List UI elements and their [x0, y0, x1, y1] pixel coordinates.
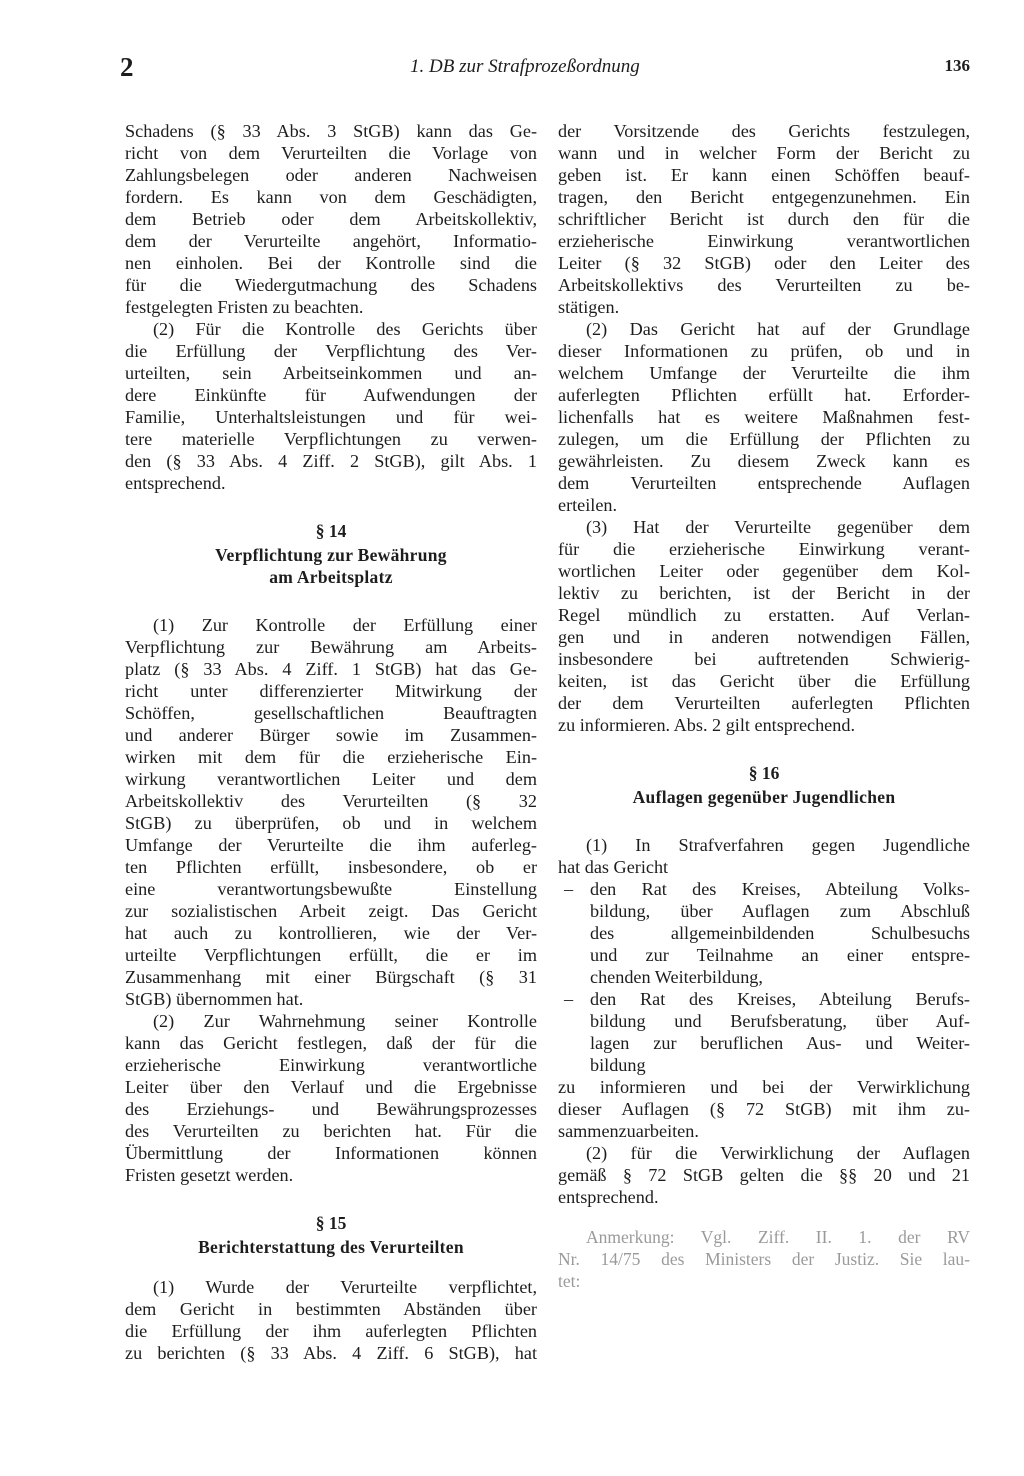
text-line: kann das Gericht festlegen, daß der für die	[125, 1033, 537, 1053]
text-line: den (§ 33 Abs. 4 Ziff. 2 StGB), gilt Abs. 1	[125, 451, 537, 471]
text-line: auferlegten Pflichten erfüllt hat. Erforder-	[558, 385, 970, 405]
text-line: Fristen gesetzt werden.	[125, 1165, 294, 1185]
section-title: Berichterstattung des Verurteilten	[198, 1237, 464, 1257]
text-line: Anmerkung: Vgl. Ziff. II. 1. der RV	[586, 1227, 970, 1247]
text-line: insbesondere bei auftretenden Schwierig-	[558, 649, 970, 669]
text-line: (2) Für die Kontrolle des Gerichts über	[153, 319, 537, 339]
editorial-note	[558, 1226, 970, 1292]
paragraph-15-1-continued	[558, 120, 970, 318]
text-line: zu berichten (§ 33 Abs. 4 Ziff. 6 StGB), hat	[125, 1343, 537, 1363]
text-line: (1) Zur Kontrolle der Erfüllung einer	[153, 615, 537, 635]
text-line: (1) In Strafverfahren gegen Jugendliche	[586, 835, 970, 855]
paragraph-16-1	[558, 834, 970, 878]
text-line: Zusammenhang mit einer Bürgschaft (§ 31	[125, 967, 537, 987]
text-line: Umfange der Verurteilte die ihm auferleg-	[125, 835, 537, 855]
text-line: zu informieren. Abs. 2 gilt entsprechend.	[558, 715, 855, 735]
text-line: (2) Zur Wahrnehmung seiner Kontrolle	[153, 1011, 537, 1031]
paragraph-15-3	[558, 516, 970, 736]
paragraph-16-1-end	[558, 1076, 970, 1142]
section-symbol: § 14	[315, 521, 347, 541]
paragraph-13-continued	[125, 120, 537, 318]
text-line: Verpflichtung zur Bewährung am Arbeits-	[125, 637, 537, 657]
text-line: dem Betrieb oder dem Arbeitskollektiv,	[125, 209, 537, 229]
left-column	[125, 120, 537, 1364]
text-line: erteilen.	[558, 495, 618, 515]
text-line: stätigen.	[558, 297, 620, 317]
dash-list-item	[558, 988, 970, 1076]
paragraph-13-2	[125, 318, 537, 494]
text-line: dere Einkünfte für Aufwendungen der	[125, 385, 537, 405]
text-line: dem Gericht in bestimmten Abständen über	[125, 1299, 537, 1319]
text-line: sammenzuarbeiten.	[558, 1121, 699, 1141]
text-line: der Vorsitzende des Gerichts festzulegen,	[558, 121, 970, 141]
text-line: richt von dem Verurteilten die Vorlage von	[125, 143, 537, 163]
text-line: ten Pflichten erfüllt, insbesondere, ob er	[125, 857, 537, 877]
text-line: wirken mit dem für die erzieherische Ein-	[125, 747, 537, 767]
text-line: festgelegten Fristen zu beachten.	[125, 297, 364, 317]
text-line: tet:	[558, 1271, 581, 1291]
text-line: wortlichen Leiter oder gegenüber dem Kol-	[558, 561, 970, 581]
text-line: richt unter differenzierter Mitwirkung der	[125, 681, 537, 701]
text-line: StGB) zu überprüfen, ob und in welchem	[125, 813, 537, 833]
text-line: dem der Verurteilte angehört, Informatio-	[125, 231, 537, 251]
section-number: 2	[120, 52, 134, 82]
text-line: bildung und Berufsberatung, über Auf-	[590, 1011, 970, 1031]
paragraph-14-1	[125, 614, 537, 1010]
text-line: nen einholen. Bei der Kontrolle sind die	[125, 253, 537, 273]
text-line: Zahlungsbelegen oder anderen Nachweisen	[125, 165, 537, 185]
right-column	[558, 120, 970, 1292]
text-line: (3) Hat der Verurteilte gegenüber dem	[586, 517, 970, 537]
text-line: tere materielle Verpflichtungen zu verwen-	[125, 429, 537, 449]
text-line: bildung, über Auflagen zum Abschluß	[590, 901, 970, 921]
text-line: StGB) übernommen hat.	[125, 989, 304, 1009]
text-line: chenden Weiterbildung,	[590, 967, 763, 987]
section-title: Auflagen gegenüber Jugendlichen	[632, 787, 896, 807]
text-line: gewährleisten. Zu diesem Zweck kann es	[558, 451, 970, 471]
text-line: hat das Gericht	[558, 857, 669, 877]
text-line: Leiter über den Verlauf und die Ergebnisse	[125, 1077, 537, 1097]
text-line: Schöffen, gesellschaftlichen Beauftragten	[125, 703, 537, 723]
text-line: fordern. Es kann von dem Geschädigten,	[125, 187, 537, 207]
text-line: Schadens (§ 33 Abs. 3 StGB) kann das Ge-	[125, 121, 537, 141]
text-line: Übermittlung der Informationen können	[125, 1143, 537, 1163]
text-line: Leiter (§ 32 StGB) oder den Leiter des	[558, 253, 970, 273]
section-14-heading	[125, 520, 537, 588]
text-line: urteilten, sein Arbeitseinkommen und an-	[125, 363, 537, 383]
section-symbol: § 16	[748, 763, 780, 783]
paragraph-14-2	[125, 1010, 537, 1186]
text-line: lagen zur beruflichen Aus- und Weiter-	[590, 1033, 970, 1053]
section-title: am Arbeitsplatz	[269, 567, 393, 587]
text-line: des Verurteilten zu berichten hat. Für die	[125, 1121, 537, 1141]
text-line: tragen, den Bericht entgegenzunehmen. Ein	[558, 187, 970, 207]
text-line: lektiv zu berichten, ist der Bericht in der	[558, 583, 970, 603]
section-16-heading	[558, 762, 970, 808]
text-line: des Erziehungs- und Bewährungsprozesses	[125, 1099, 537, 1119]
text-line: bildung	[590, 1055, 646, 1075]
page-header	[120, 52, 970, 84]
text-line: gemäß § 72 StGB gelten die §§ 20 und 21	[558, 1165, 970, 1185]
text-line: gen und in anderen notwendigen Fällen,	[558, 627, 970, 647]
text-line: erzieherische Einwirkung verantwortliche	[125, 1055, 537, 1075]
text-line: dieser Informationen zu prüfen, ob und in	[558, 341, 970, 361]
text-line: zulegen, um die Erfüllung der Pflichten zu	[558, 429, 970, 449]
paragraph-15-2	[558, 318, 970, 516]
text-line: erzieherische Einwirkung verantwortlichen	[558, 231, 970, 251]
text-line: – den Rat des Kreises, Abteilung Volks-	[558, 878, 970, 900]
text-line: geben ist. Er kann einen Schöffen beauf-	[558, 165, 970, 185]
text-line: hat auch zu kontrollieren, wie der Ver-	[125, 923, 537, 943]
text-line: (2) Das Gericht hat auf der Grundlage	[586, 319, 970, 339]
text-line: (1) Wurde der Verurteilte verpflichtet,	[153, 1277, 537, 1297]
section-symbol: § 15	[315, 1213, 347, 1233]
text-line: Arbeitskollektivs des Verurteilten zu be-	[558, 275, 970, 295]
text-line: zu informieren und bei der Verwirklichung	[558, 1077, 970, 1097]
text-line: wirkung verantwortlichen Leiter und dem	[125, 769, 537, 789]
text-line: – den Rat des Kreises, Abteilung Berufs-	[558, 988, 970, 1010]
text-line: Familie, Unterhaltsleistungen und für wei-	[125, 407, 537, 427]
text-line: keiten, ist das Gericht über die Erfüllung	[558, 671, 970, 691]
text-line: Regel mündlich zu erstatten. Auf Verlan-	[558, 605, 970, 625]
text-line: die Erfüllung der ihm auferlegten Pflichten	[125, 1321, 537, 1341]
text-line: welchem Umfange der Verurteilte die ihm	[558, 363, 970, 383]
text-line: wann und in welcher Form der Bericht zu	[558, 143, 970, 163]
text-line: platz (§ 33 Abs. 4 Ziff. 1 StGB) hat das Ge-	[125, 659, 537, 679]
page-number: 136	[944, 56, 970, 75]
text-line: zur sozialistischen Arbeit zeigt. Das Gericht	[125, 901, 537, 921]
text-line: urteilte Verpflichtungen erfüllt, die er im	[125, 945, 537, 965]
text-line: des allgemeinbildenden Schulbesuchs	[590, 923, 970, 943]
section-15-heading	[125, 1212, 537, 1258]
text-line: Arbeitskollektiv des Verurteilten (§ 32	[125, 791, 537, 811]
dash-list-item	[558, 878, 970, 988]
text-line: entsprechend.	[558, 1187, 659, 1207]
text-line: eine verantwortungsbewußte Einstellung	[125, 879, 537, 899]
text-line: lichenfalls hat es weitere Maßnahmen fest-	[558, 407, 970, 427]
text-line: dieser Auflagen (§ 72 StGB) mit ihm zu-	[558, 1099, 970, 1119]
text-line: schriftlicher Bericht ist durch den für die	[558, 209, 970, 229]
text-line: entsprechend.	[125, 473, 226, 493]
text-line: Nr. 14/75 des Ministers der Justiz. Sie lau-	[558, 1249, 970, 1269]
text-line: dem Verurteilten entsprechende Auflagen	[558, 473, 970, 493]
running-title: 1. DB zur Strafprozeßordnung	[410, 56, 640, 77]
paragraph-15-1	[125, 1276, 537, 1364]
section-title: Verpflichtung zur Bewährung	[215, 545, 447, 565]
text-line: und anderer Bürger sowie im Zusammen-	[125, 725, 537, 745]
text-line: für die erzieherische Einwirkung verant-	[558, 539, 970, 559]
text-line: (2) für die Verwirklichung der Auflagen	[586, 1143, 970, 1163]
paragraph-16-2	[558, 1142, 970, 1208]
text-line: und zur Teilnahme an einer entspre-	[590, 945, 970, 965]
text-line: für die Wiedergutmachung des Schadens	[125, 275, 537, 295]
text-line: die Erfüllung der Verpflichtung des Ver-	[125, 341, 537, 361]
text-line: der dem Verurteilten auferlegten Pflichten	[558, 693, 970, 713]
